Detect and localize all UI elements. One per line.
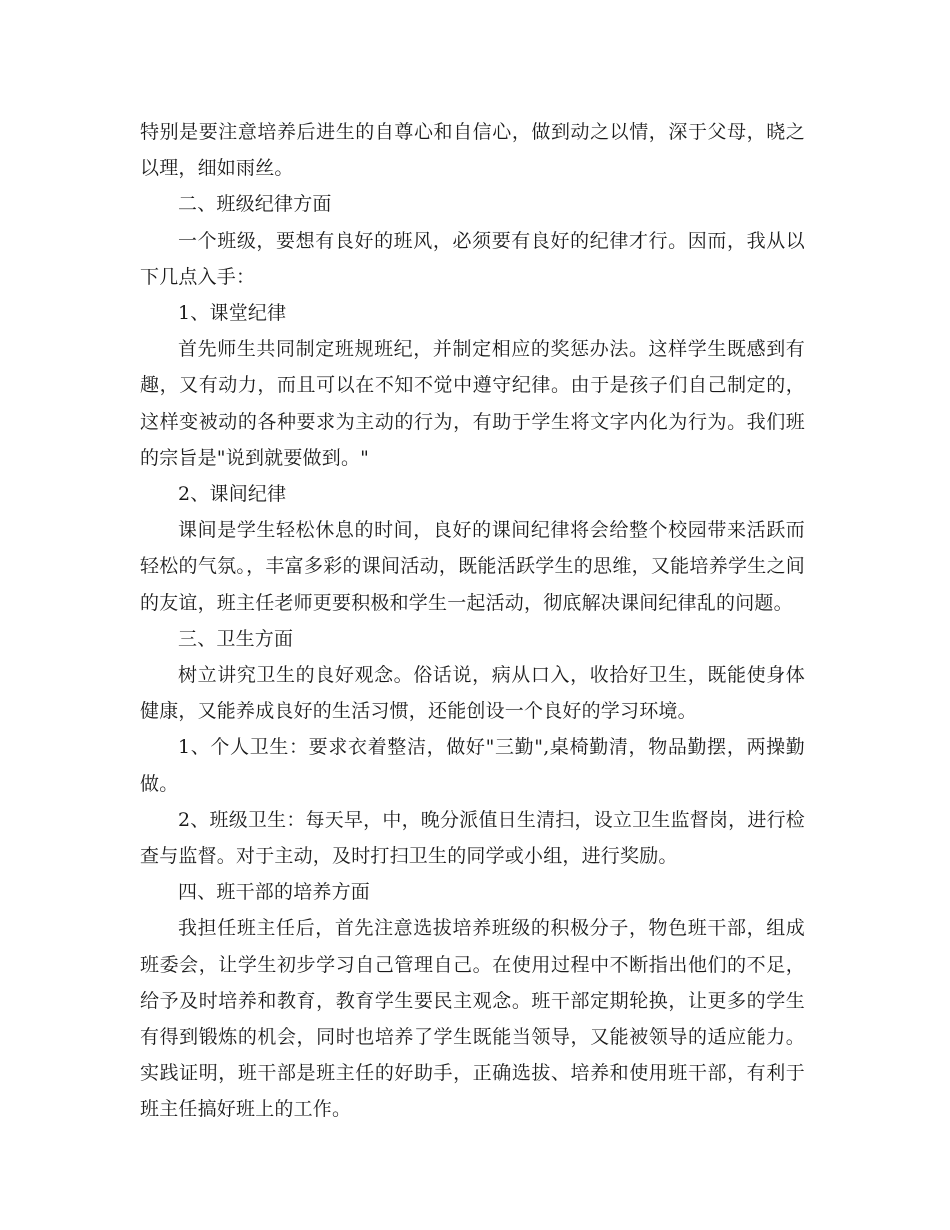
heading-hygiene: 三、卫生方面 (178, 627, 294, 650)
paragraph-break-discipline: 课间是学生轻松休息的时间，良好的课间纪律将会给整个校园带来活跃而轻松的气氛。，丰富多彩的课间活动，既能活跃学生的思维，又能培养学生之间的友谊，班主任老师更要积极和学生一起活动，彻底解决课间纪律乱的问题。 (140, 519, 805, 614)
paragraph-hygiene-intro: 树立讲究卫生的良好观念。俗话说，病从口入，收拾好卫生，既能使身体健康，又能养成良好的生活习惯，还能创设一个良好的学习环境。 (140, 664, 805, 723)
heading-class-cadres: 四、班干部的培养方面 (178, 881, 371, 904)
subheading-break-discipline: 2、课间纪律 (178, 483, 287, 506)
document-body (140, 114, 805, 1128)
paragraph-class-hygiene: 2、班级卫生：每天早，中，晚分派值日生清扫，设立卫生监督岗，进行检查与监督。对于主动，及时打扫卫生的同学或小组，进行奖励。 (140, 808, 805, 868)
paragraph-personal-hygiene: 1、个人卫生：要求衣着整洁，做好"三勤",桌椅勤清，物品勤摆，两操勤做。 (140, 736, 805, 795)
heading-class-discipline: 二、班级纪律方面 (178, 193, 332, 216)
paragraph-class-cadres: 我担任班主任后，首先注意选拔培养班级的积极分子，物色班干部，组成班委会，让学生初步学习自己管理自己。在使用过程中不断指出他们的不足，给予及时培养和教育，教育学生要民主观念。班干部定期轮换，让更多的学生有得到锻炼的机会，同时也培养了学生既能当领导，又能被领导的适应能力。实践证明，班干部是班主任的好助手，正确选拔、培养和使用班干部，有利于班主任搞好班上的工作。 (140, 917, 805, 1121)
paragraph-classroom-discipline: 首先师生共同制定班规班纪，并制定相应的奖惩办法。这样学生既感到有趣，又有动力，而且可以在不知不觉中遵守纪律。由于是孩子们自己制定的，这样变被动的各种要求为主动的行为，有助于学生将文字内化为行为。我们班的宗旨是"说到就要做到。" (140, 338, 805, 469)
paragraph-continuation: 特别是要注意培养后进生的自尊心和自信心，做到动之以情，深于父母，晓之以理，细如雨丝。 (140, 121, 805, 180)
paragraph-discipline-intro: 一个班级，要想有良好的班风，必须要有良好的纪律才行。因而，我从以下几点入手： (140, 229, 805, 288)
subheading-classroom-discipline: 1、课堂纪律 (178, 302, 287, 325)
